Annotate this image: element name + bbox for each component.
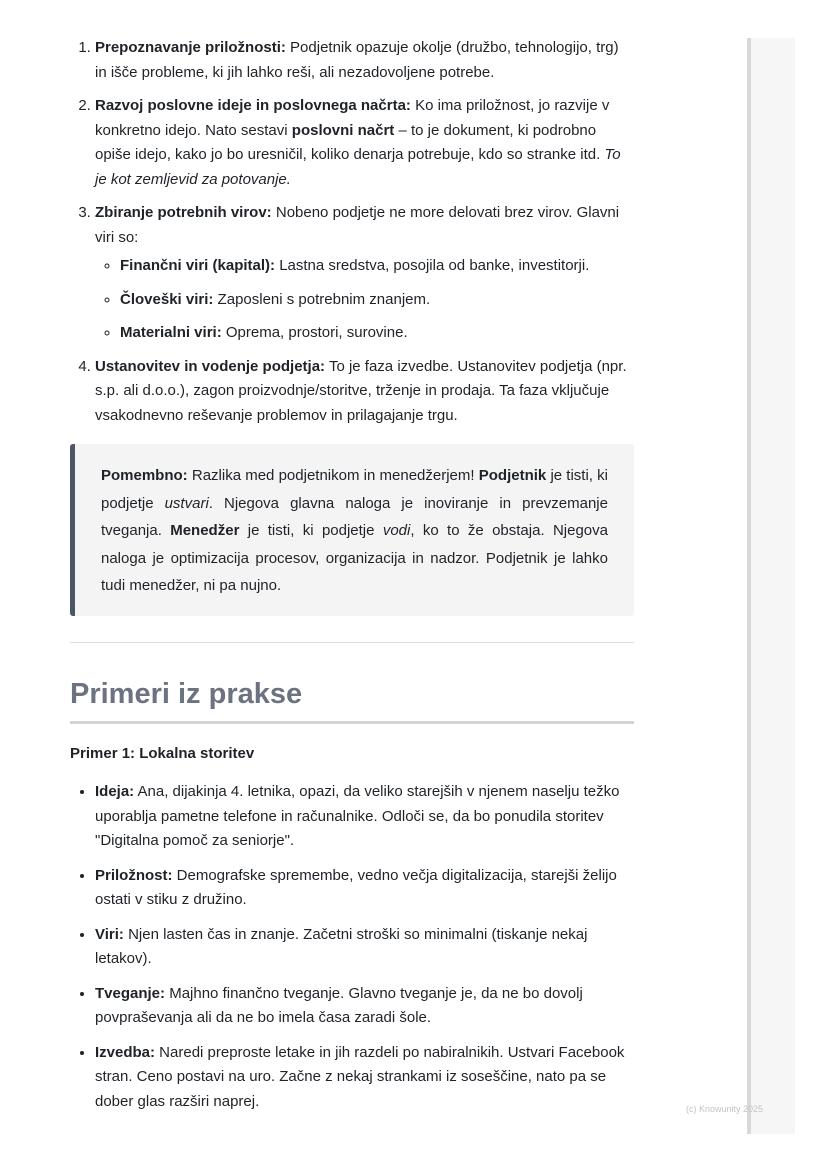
bold-text: Priložnost: — [95, 866, 173, 884]
divider — [70, 642, 634, 643]
text: Demografske spremembe, vedno večja digitalizacija, starejši želijo ostati v stiku z družino. — [95, 866, 617, 908]
example-title: Primer 1: Lokalna storitev — [70, 744, 255, 762]
example-item — [95, 982, 634, 1031]
bold-text: Menedžer — [170, 522, 240, 539]
section-title: Primeri iz prakse — [70, 677, 634, 724]
text: Naredi preproste letake in jih razdeli po nabiralnikih. Ustvari Facebook stran. Ceno postavi na uro. Začne z nekaj strankami iz soseščine, nato pa se dober glas razširi naprej. — [95, 1043, 625, 1110]
example-item — [95, 923, 634, 972]
step-item — [95, 355, 634, 429]
text: Majhno finančno tveganje. Glavno tveganje je, da ne bo dovolj povpraševanja ali da ne bo imela časa zaradi šole. — [95, 984, 583, 1026]
text: Ana, dijakinja 4. letnika, opazi, da veliko starejših v njenem naselju težko uporablja pametne telefone in računalnike. Odloči se, da bo ponudila storitev "Digitalna pomoč za seniorje". — [95, 783, 620, 849]
text: Podjetnik opazuje okolje (družbo, tehnologijo, trg) in išče probleme, ki jih lahko reši, ali nezadovoljene potrebe. — [95, 39, 619, 81]
text: , ko to že obstaja. Njegova naloga je optimizacija procesov, organizacija in nadzor. Podjetnik je lahko tudi menedžer, ni pa nujno. — [101, 522, 608, 594]
text: – to je dokument, ki podrobno opiše idejo, kako jo bo uresničil, koliko denarja potrebuje, kdo so stranke itd. — [95, 121, 605, 163]
example-item — [95, 864, 634, 913]
bold-text: Podjetnik — [478, 467, 547, 484]
example-item — [95, 1041, 634, 1115]
document-content — [70, 36, 634, 1124]
example-list — [70, 780, 634, 1114]
text: Njen lasten čas in znanje. Začetni stroški so minimalni (tiskanje nekaj letakov). — [95, 925, 588, 967]
italic-text: ustvari — [164, 494, 209, 512]
text: To je faza izvedbe. Ustanovitev podjetja (npr. s.p. ali d.o.o.), zagon proizvodnje/storitve, trženje in prodaja. Ta faza vključuje vsakodnevno reševanje problemov in prilagajanje trgu. — [95, 357, 627, 424]
bold-text: Viri: — [95, 925, 124, 943]
example-item — [95, 780, 634, 854]
text: Razlika med podjetnikom in menedžerjem! — [187, 467, 479, 484]
bold-text: Materialni viri: — [120, 324, 222, 341]
resource-item — [120, 254, 634, 279]
resources-list — [95, 254, 634, 346]
bold-text: Razvoj poslovne ideje in poslovnega načrta: — [95, 97, 411, 114]
watermark: (c) Knowunity 2025 — [686, 1104, 764, 1114]
text: Nobeno podjetje ne more delovati brez virov. Glavni viri so: — [95, 204, 620, 246]
italic-text: vodi — [382, 522, 411, 539]
bold-text: Izvedba: — [95, 1043, 156, 1061]
bold-text: Pomembno: — [101, 467, 188, 484]
step-item — [95, 94, 634, 192]
important-note — [70, 444, 634, 616]
text: je tisti, ki podjetje — [101, 467, 608, 512]
text: je tisti, ki podjetje — [239, 522, 383, 539]
bold-text: Zbiranje potrebnih virov: — [95, 204, 272, 221]
page-side-scrollbar[interactable] — [747, 38, 795, 1134]
bold-text: Finančni viri (kapital): — [120, 257, 276, 274]
bold-text: poslovni načrt — [291, 121, 395, 139]
steps-list — [70, 36, 634, 428]
bold-text: Ideja: — [95, 783, 135, 800]
text: Zaposleni s potrebnim znanjem. — [213, 290, 431, 308]
bold-text: Ustanovitev in vodenje podjetja: — [95, 357, 326, 375]
text: . Njegova glavna naloga je inoviranje in prevzemanje tveganja. — [101, 494, 608, 539]
text: Ko ima priložnost, jo razvije v konkretno idejo. Nato sestavi — [95, 97, 610, 139]
step-item — [95, 201, 634, 346]
text: Oprema, prostori, surovine. — [221, 324, 408, 341]
resource-item — [120, 288, 634, 313]
text: Lastna sredstva, posojila od banke, investitorji. — [275, 257, 590, 274]
bold-text: Človeški viri: — [120, 290, 214, 308]
bold-text: Prepoznavanje priložnosti: — [95, 39, 286, 56]
step-item — [95, 36, 634, 85]
resource-item — [120, 321, 634, 346]
bold-text: Tveganje: — [95, 984, 166, 1002]
italic-text: To je kot zemljevid za potovanje. — [95, 146, 621, 188]
